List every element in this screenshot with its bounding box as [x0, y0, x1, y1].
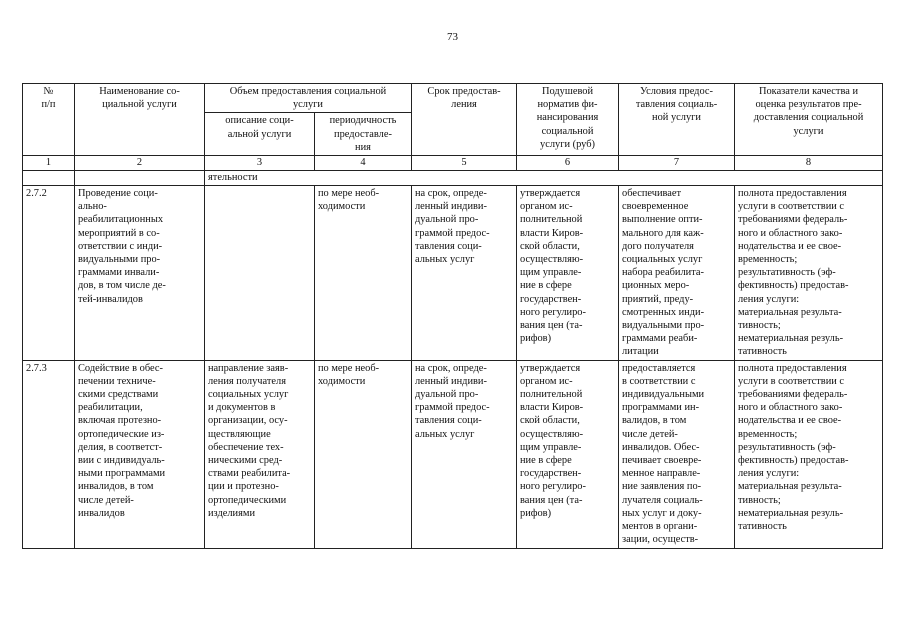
header-quality: Показатели качества и оценка результатов пре- доставления социальной услуги	[735, 84, 883, 156]
service-term: на срок, опреде- ленный индиви- дуальной про- граммой предос- тавления соци- альных услуг	[412, 186, 517, 361]
page-number: 73	[447, 31, 458, 43]
header-volume: Объем предоставления социальной услуги	[205, 84, 412, 113]
service-norm: утверждается органом ис- полнительной власти Киров- ской области, осуществляю- щим управле- ние в сфере государствен- ного регулиро- вания цен (та- рифов)	[517, 186, 619, 361]
service-conditions: предоставляется в соответствии с индивидуальными программами ин- валидов, в том числе детей- инвалидов. Обес- печивает своевре- менное направле- ние заявления по- лучателя социаль- ных услуг и доку- ментов в органи- зации, осуществ-	[619, 360, 735, 548]
column-number-row	[23, 156, 883, 171]
row-number: 2.7.2	[23, 186, 75, 361]
service-quality: полнота предоставления услуги в соответствии с требованиями федераль- ного и областного зако- нодательства и ее свое- временность; результативность (эф- фективность) предостав- ления услуги: материальная результа- тивность; нематериальная резуль- тативность	[735, 360, 883, 548]
service-conditions: обеспечивает своевременное выполнение опти- мального для каж- дого получателя социальных услуг набора реабилита- ционных меро- приятий, преду- смотренных инди- видуальными про- граммами реаби- литации	[619, 186, 735, 361]
service-description	[205, 186, 315, 361]
header-term: Срок предостав- ления	[412, 84, 517, 156]
column-number: 4	[315, 156, 412, 171]
header-conditions: Условия предос- тавления социаль- ной услуги	[619, 84, 735, 156]
header-volume-desc: описание соци- альной услуги	[205, 113, 315, 156]
header-norm: Подушевой норматив фи- нансирования социальной услуги (руб)	[517, 84, 619, 156]
services-table	[22, 83, 883, 549]
column-number: 6	[517, 156, 619, 171]
header-num: № п/п	[23, 84, 75, 156]
service-periodicity: по мере необ- ходимости	[315, 360, 412, 548]
row-number: 2.7.3	[23, 360, 75, 548]
column-number: 5	[412, 156, 517, 171]
table-row	[23, 360, 883, 548]
service-quality: полнота предоставления услуги в соответствии с требованиями федераль- ного и областного зако- нодательства и ее свое- временность; результативность (эф- фективность) предостав- ления услуги: материальная результа- тивность; нематериальная резуль- тативность	[735, 186, 883, 361]
service-name: Содействие в обес- печении техниче- скими средствами реабилитации, включая протезно- ортопедические из- делия, в соответст- вии с индивидуаль- ными программами инвалидов, в том числе детей- инвалидов	[75, 360, 205, 548]
table-row	[23, 186, 883, 361]
service-term: на срок, опреде- ленный индиви- дуальной про- граммой предос- тавления соци- альных услуг	[412, 360, 517, 548]
column-number: 2	[75, 156, 205, 171]
column-number: 7	[619, 156, 735, 171]
continuation-text: ятельности	[205, 171, 883, 186]
service-description: направление заяв- ления получателя социальных услуг и документов в организации, осу- ществляющие обеспечение тех- ническими сред- ствами реабилита- ции и протезно- ортопедическими изделиями	[205, 360, 315, 548]
column-number: 3	[205, 156, 315, 171]
service-norm: утверждается органом ис- полнительной власти Киров- ской области, осуществляю- щим управле- ние в сфере государствен- ного регулиро- вания цен (та- рифов)	[517, 360, 619, 548]
service-periodicity: по мере необ- ходимости	[315, 186, 412, 361]
service-name: Проведение соци- ально- реабилитационных мероприятий в со- ответствии с инди- видуальными про- граммами инвали- дов, в том числе де- тей-инвалидов	[75, 186, 205, 361]
column-number: 8	[735, 156, 883, 171]
header-name: Наименование со- циальной услуги	[75, 84, 205, 156]
continuation-row	[23, 171, 883, 186]
header-volume-period: периодичность предоставле- ния	[315, 113, 412, 156]
column-number: 1	[23, 156, 75, 171]
